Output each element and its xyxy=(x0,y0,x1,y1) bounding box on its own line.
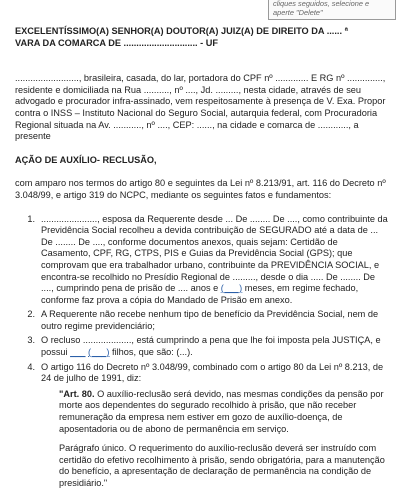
heading-line-2: VARA DA COMARCA DE ............................. - UF xyxy=(15,37,218,48)
item-text: A Requerente não recebe nenhum tipo de benefício da Previdência Social, nem de outro regime previdenciário; xyxy=(41,309,379,331)
intro-paragraph: ........................., brasileira, casada, do lar, portadora do CPF nº ............. E RG nº .............., residente e domiciliada na Rua .........., nº ...., Jd. ........., nesta cidade, através de seu advogado e procurador infra-assinado, vem respeitosamente à presença de V. Exa. Propor contra o INSS – Instituto Nacional do Seguro Social, autarquia federal, com Procuradoria Regional situada na Av. ..........., nº ...., CEP: ......, na cidade e comarca de ............, a presente xyxy=(15,73,386,142)
document-heading xyxy=(15,26,388,49)
list-item xyxy=(15,362,388,385)
tooltip-box xyxy=(268,0,396,20)
item-text: O artigo 116 do Decreto nº 3.048/99, combinado com o artigo 80 da Lei nº 8.213, de 24 de julho de 1991, diz: xyxy=(41,361,384,384)
list-item xyxy=(15,335,388,358)
list-item xyxy=(15,309,388,332)
list-item-number: 1. xyxy=(27,213,35,224)
legal-basis-paragraph: com amparo nos termos do artigo 80 e seguintes da Lei nº 8.213/91, art. 116 do Decreto nº 3.048/99, e artigo 319 do NCPC, mediante os seguintes fatos e fundamentos: xyxy=(15,178,386,200)
heading-line-1: EXCELENTÍSSIMO(A) SENHOR(A) DOUTOR(A) JUIZ(A) DE DIREITO DA ...... ª xyxy=(15,26,348,36)
item-text: O recluso ..................., está cumprindo a pena que lhe foi imposta pela JUSTIÇA, e possui xyxy=(41,335,381,358)
tooltip-line-2: aperte "Delete" xyxy=(273,8,323,18)
facts-list xyxy=(15,214,388,385)
blank-field[interactable]: (___) xyxy=(88,347,110,358)
list-item-number: 3. xyxy=(27,335,35,346)
item-text: ......................, esposa da Requerente desde ... De ........ De ...., como contribuinte da Previdência Social recolheu a devida contribuição de SEGURADO até a data de ... De ........ De ...., conforme documentos anexos, quais sejam: Certidão de Casamento, CPF, RG, CTPS, PIS e Guias da Previdência Social (GPS); que comprovam que era trabalhador urbano, contribuinte da PREVIDÊNCIA SOCIAL, e encontra-se recolhido no Presídio Regional de ........., desde o dia ..... De ........ De ...., cumprindo pena de prisão de .... anos e xyxy=(41,213,388,294)
item-text-cont: filhos, que são: (...). xyxy=(109,347,193,358)
item-text-cont: meses, em regime fechado, conforme faz prova a cópia do Mandado de Prisão em anexo. xyxy=(41,283,359,305)
list-item xyxy=(15,214,388,307)
list-item-number: 2. xyxy=(27,309,35,320)
action-title: AÇÃO DE AUXÍLIO- RECLUSÃO, xyxy=(15,154,157,165)
quote-paragraph-2: Parágrafo único. O requerimento do auxílio-reclusão deverá ser instruído com certidão do efetivo recolhimento à prisão, sendo obrigatória, para a manutenção do benefício, a apresentação de declaração de permanência na condição de presidiário." xyxy=(59,443,385,488)
blank-field[interactable]: (___) xyxy=(220,283,243,294)
document-body xyxy=(15,26,388,498)
blank-field[interactable]: ___ xyxy=(70,347,86,358)
quote-paragraph-1: O auxílio-reclusão será devido, nas mesmas condições da pensão por morte aos dependentes do segurado recolhido à prisão, que não receber remuneração da empresa nem estiver em gozo de auxílio-doença, de aposentadoria ou de abono de permanência em serviço. xyxy=(59,388,384,434)
quote-article: "Art. 80. xyxy=(59,388,95,399)
quoted-law xyxy=(59,389,388,490)
tooltip-line-1: cliques seguidos, selecione e xyxy=(273,0,370,8)
list-item-number: 4. xyxy=(27,361,35,372)
